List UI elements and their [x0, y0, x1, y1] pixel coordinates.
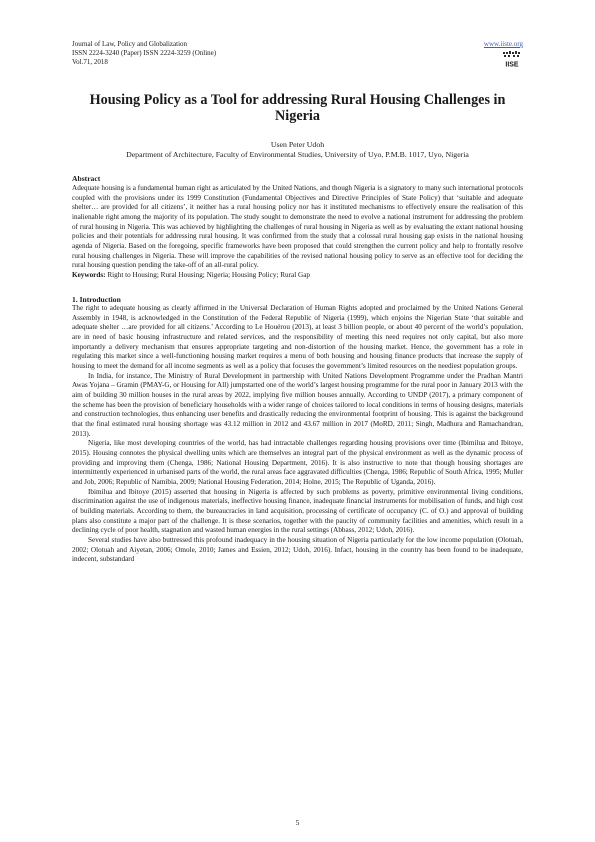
keywords-line: [72, 271, 523, 281]
journal-url-link[interactable]: www.iiste.org: [483, 40, 523, 48]
journal-issn: ISSN 2224-3240 (Paper) ISSN 2224-3259 (Online): [72, 49, 217, 58]
journal-header: [72, 40, 523, 68]
abstract-heading: Abstract: [72, 174, 101, 184]
logo-text: IISE: [505, 61, 519, 68]
intro-paragraph-2: In India, for instance, The Ministry of Rural Development in partnership with United Nations Development Programme under the Pradhan Mantri Awas Yojana – Gramin (PMAY-G, or Housing for All) jumpstarted one of the world’s largest housing programme for the rural poor in January 2013 with the aim of building 30 million houses in the rural areas by 2022, implying five million houses annually. According to UNDP (2017), a primary component of the scheme has been the provision of beneficiary households with a wider range of choices tailored to local conditions in terms of housing designs, materials and construction technologies, thus enhancing user benefits and drastically reducing the environmental footprint of housing. This is against the background that the final estimated rural housing shortage was 43.12 million in 2012 and 43.67 million in 2017 (MoRD, 2011; Singh, Madhura and Ramachandran, 2013).: [72, 371, 523, 438]
author-name: Usen Peter Udoh: [270, 140, 325, 150]
author-affiliation: Department of Architecture, Faculty of Environmental Studies, University of Uyo, P.M.B. 1017, Uyo, Nigeria: [126, 150, 469, 160]
iiste-logo-icon: [502, 51, 522, 68]
paper-title: Housing Policy as a Tool for addressing Rural Housing Challenges in Nigeria: [89, 91, 506, 125]
keywords-label: Keywords:: [72, 270, 106, 279]
intro-paragraph-4: Ibimilua and Ibitoye (2015) asserted that housing in Nigeria is affected by such problems as poverty, primitive environmental living conditions, discrimination against the use of indigenous materials, ineffective housing finance, inadequate financial instruments for mobilisation of funds, and high cost of building materials. According to them, the bureaucracies in land acquisition, processing of certificate of occupancy (C. of O.) and approval of building plans also constitute a major part of the challenge. It is these scenarios, together with the paucity of community facilities and amenities, which result in a declining cycle of poor health, stagnation and wasted human energies in the rural settings (Abbass, 2012; Udoh, 2016).: [72, 487, 523, 535]
journal-name: Journal of Law, Policy and Globalization: [72, 40, 188, 48]
page-number: 5: [295, 818, 300, 827]
intro-paragraph-3: Nigeria, like most developing countries of the world, has had intractable challenges regarding housing provisions over time (Ibimilua and Ibitoye, 2015). Housing connotes the physical dwelling units which are themselves an integral part of the physical environment as well as the dynamic process of providing and improving them (Chenga, 1986; National Housing Department, 2016). It is also instructive to note that though housing shortages are intermittently experienced in urbanised parts of the world, the rural areas face aggravated difficulties (Chenga, 1986; Republic of South Africa, 1995; Muller and Job, 2006; Republic of Namibia, 2009; National Housing Federation, 2014; Holne, 2015; The Republic of Uganda, 2016).: [72, 439, 523, 486]
intro-paragraph-5: Several studies have also buttressed this profound inadequacy in the housing situation of Nigeria particularly for the low income population (Olotuah, 2002; Olotuah and Aiyetan, 2006; Omole, 2010; James and Essien, 2012; Udoh, 2016). Infact, housing in the country has been found to be inadequate, indecent, substandard: [72, 535, 523, 564]
introduction-heading: 1. Introduction: [72, 294, 121, 304]
abstract-text: Adequate housing is a fundamental human right as articulated by the United Nations, and though Nigeria is a signatory to many such international protocols coupled with the provisions under its 1999 Constitution (Fundamental Objectives and Directive Principles of State Policy) that ‘suitable and adequate shelter… are provided for all citizens’, it neither has a rural housing policy nor has it instituted mechanisms to effectively ensure the realisation of this inalienable right among the majority of its population. The study sought to demonstrate the need to evolve a national instrument for addressing the problem of rural housing in Nigeria. This was achieved by highlighting the challenges of rural housing in Nigeria as well as by evaluating the extant national housing policies and their potentials for addressing rural housing. It was confirmed from the study that a colossal rural housing gap exists in the national housing agenda of Nigeria. Based on the foregoing, specific frameworks have been proposed that could strengthen the current policy and help to frontally resolve rural housing challenges in Nigeria. These will improve the capabilities of the revised national housing policy to serve as an effective tool for deciding the rural housing question pending the take-off of an all-rural policy.: [72, 184, 523, 270]
intro-paragraph-1: The right to adequate housing as clearly affirmed in the Universal Declaration of Human Rights adopted and proclaimed by the United Nations General Assembly in 1948, is acknowledged in the Constitution of the Federal Republic of Nigeria (1999), which enjoins the Nigerian State ‘that suitable and adequate shelter …are provided for all citizens.’ According to Le Houérou (2013), at least 3 billion people, or about 40 percent of the world’s population, are in need of basic housing infrastructure and related services, and the responsibility of meeting this need requires not only capital, but also more importantly a delivery mechanism that ensures appropriate targeting and non-distortion of the housing market. Hence, the government has a role in regulating this market since a well-functioning housing market requires a menu of both housing and housing finance products that increase the supply of housing to meet the demand for all income segments as well as a policy that focuses the government’s limited resources on the neediest population groups.: [72, 304, 523, 371]
journal-volume: Vol.71, 2018: [72, 58, 108, 67]
keywords-list: Right to Housing; Rural Housing; Nigeria; Housing Policy; Rural Gap: [105, 270, 310, 279]
page: [72, 40, 523, 565]
